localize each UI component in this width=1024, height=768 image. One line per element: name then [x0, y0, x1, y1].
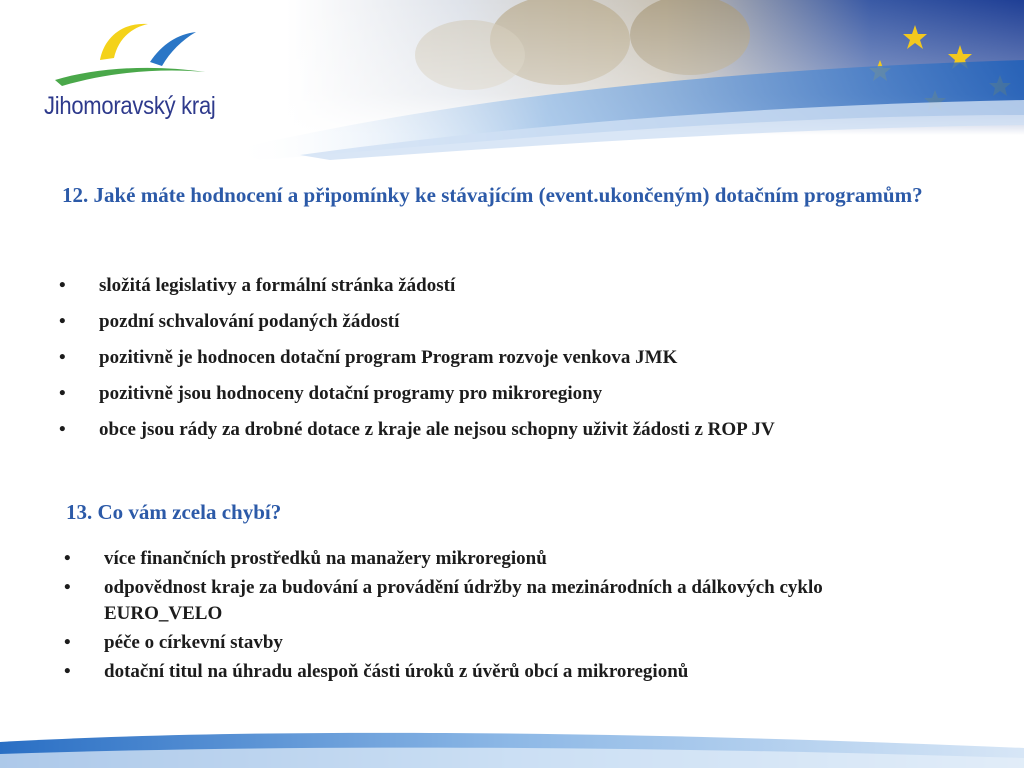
footer-band: [0, 722, 1024, 768]
logo-text: Jihomoravský kraj: [44, 92, 216, 120]
section-title-q12: 12. Jaké máte hodnocení a připomínky ke stávajícím (event.ukončeným) dotačním programům?: [62, 183, 923, 207]
bullet-icon: •: [64, 548, 71, 569]
bullet-icon: •: [59, 275, 66, 296]
bullet-icon: •: [59, 383, 66, 404]
bullet-icon: •: [64, 661, 71, 682]
list-item: [59, 273, 919, 299]
list-item: [64, 575, 924, 627]
bullet-icon: •: [59, 419, 66, 440]
list-item-text: pozitivně je hodnocen dotační program Program rozvoje venkova JMK: [99, 347, 678, 368]
list-item: [59, 381, 919, 407]
list-item-text: složitá legislativy a formální stránka žádostí: [99, 275, 456, 296]
bullet-icon: •: [59, 347, 66, 368]
list-item-text: dotační titul na úhradu alespoň části úroků z úvěrů obcí a mikroregionů: [104, 661, 689, 682]
list-item: [59, 309, 919, 335]
bullet-list-q12: [59, 273, 919, 453]
list-item-text: více finančních prostředků na manažery mikroregionů: [104, 548, 547, 569]
section-title-q13: 13. Co vám zcela chybí?: [66, 500, 282, 524]
list-item-text: pozitivně jsou hodnoceny dotační programy pro mikroregiony: [99, 383, 603, 404]
list-item: [59, 417, 919, 443]
list-item-text: obce jsou rády za drobné dotace z kraje ale nejsou schopny uživit žádosti z ROP JV: [99, 419, 775, 440]
bullet-icon: •: [59, 311, 66, 332]
list-item: [64, 630, 924, 656]
bullet-icon: •: [64, 577, 71, 598]
bullet-icon: •: [64, 632, 71, 653]
list-item: [64, 546, 924, 572]
list-item: [64, 659, 924, 685]
list-item-text: odpovědnost kraje za budování a provádění údržby na mezinárodních a dálkových cyklo EURO_VELO: [104, 577, 823, 624]
list-item-text: péče o církevní stavby: [104, 632, 283, 653]
list-item-text: pozdní schvalování podaných žádostí: [99, 311, 400, 332]
bullet-list-q13: [64, 546, 924, 688]
header-banner: [0, 0, 1024, 160]
list-item: [59, 345, 919, 371]
